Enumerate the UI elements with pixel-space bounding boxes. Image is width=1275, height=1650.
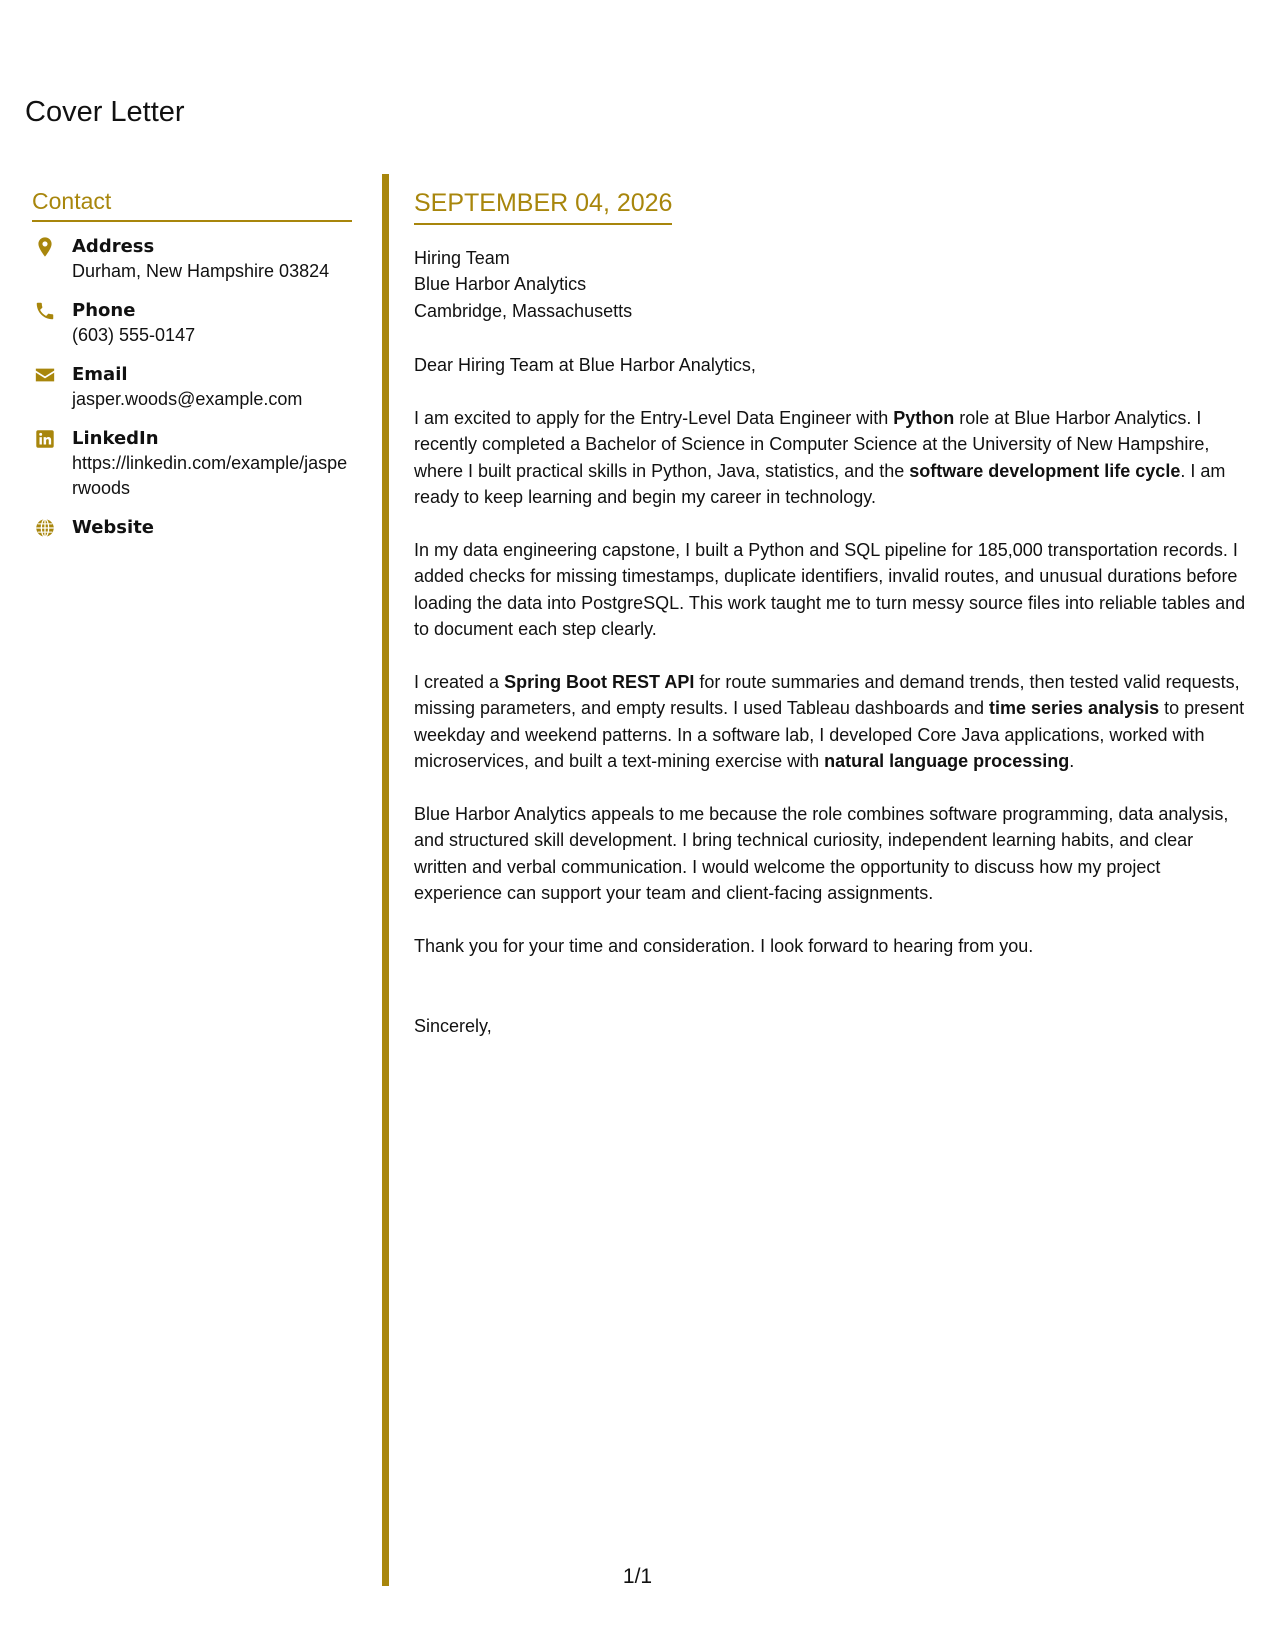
column-divider: [382, 174, 389, 1586]
bold-run: time series analysis: [989, 698, 1160, 718]
text-run: for route summaries and demand trends, then tested valid requests, missing parameters, and empty results. I used Tableau dashboards and: [414, 671, 1240, 718]
text-run: .: [1069, 751, 1075, 771]
map-pin-icon: [34, 236, 56, 258]
bold-run: natural language processing: [824, 751, 1070, 771]
linkedin-icon: [34, 428, 56, 450]
recipient-company: Blue Harbor Analytics: [414, 274, 587, 294]
phone-icon: [34, 300, 56, 322]
contact-value-email[interactable]: jasper.woods@example.com: [72, 389, 303, 409]
contact-item-email: [32, 362, 352, 412]
paragraph-projects: [414, 669, 1250, 775]
paragraph-motivation: Blue Harbor Analytics appeals to me because the role combines software programming, data analysis, and structured skill development. I bring technical curiosity, independent learning habits, and clear written and verbal communication. I would welcome the opportunity to discuss how my project experience can support your team and client-facing assignments.: [414, 803, 1229, 903]
text-run: to present weekday and weekend patterns. In a software lab, I developed Core Java applications, worked with microservices, and built a text-mining exercise with: [414, 698, 1245, 771]
contact-item-linkedin: [32, 426, 352, 501]
globe-icon: [34, 517, 56, 539]
text-run: I am excited to apply for the Entry-Level Data Engineer with: [414, 407, 894, 428]
letter-date: SEPTEMBER 04, 2026: [414, 190, 672, 225]
contact-label-website: Website: [72, 517, 155, 538]
contact-value-phone: (603) 555-0147: [72, 325, 196, 345]
contact-label-phone: Phone: [72, 300, 136, 321]
paragraph-intro: [414, 405, 1250, 511]
contact-label-email: Email: [72, 364, 128, 385]
contact-item-website: [32, 515, 352, 540]
greeting: Dear Hiring Team at Blue Harbor Analytics,: [414, 355, 756, 375]
recipient-block: [414, 245, 1250, 325]
contact-value-linkedin[interactable]: https://linkedin.com/example/jasperwoods: [72, 453, 348, 498]
bold-run: software development life cycle: [909, 460, 1181, 481]
contact-sidebar: [32, 188, 352, 554]
recipient-location: Cambridge, Massachusetts: [414, 300, 633, 321]
text-run: I created a: [414, 671, 505, 692]
contact-item-phone: [32, 298, 352, 348]
document-title: Cover Letter: [25, 96, 185, 128]
recipient-name: Hiring Team: [414, 247, 510, 268]
contact-heading: Contact: [32, 188, 352, 222]
contact-label-linkedin: LinkedIn: [72, 428, 159, 449]
contact-label-address: Address: [72, 236, 155, 257]
letter-body: [414, 190, 1250, 1058]
bold-run: Python: [893, 407, 955, 428]
paragraph-thanks: Thank you for your time and consideration. I look forward to hearing from you.: [414, 935, 1034, 956]
bold-run: Spring Boot REST API: [504, 671, 695, 692]
paragraph-capstone: In my data engineering capstone, I built a Python and SQL pipeline for 185,000 transportation records. I added checks for missing timestamps, duplicate identifiers, invalid routes, and unusual durations before loading the data into PostgreSQL. This work taught me to turn messy source files into reliable tables and to document each step clearly.: [414, 539, 1246, 639]
envelope-icon: [34, 364, 56, 386]
contact-item-address: [32, 234, 352, 284]
page-number: 1/1: [622, 1565, 653, 1588]
contact-value-address: Durham, New Hampshire 03824: [72, 261, 330, 281]
text-run: . I am ready to keep learning and begin my career in technology.: [414, 460, 1226, 507]
text-run: role at Blue Harbor Analytics. I recently completed a Bachelor of Science in Computer Science at the University of New Hampshire, where I built practical skills in Python, Java, statistics, and the: [414, 407, 1210, 481]
closing: Sincerely,: [414, 1016, 492, 1036]
